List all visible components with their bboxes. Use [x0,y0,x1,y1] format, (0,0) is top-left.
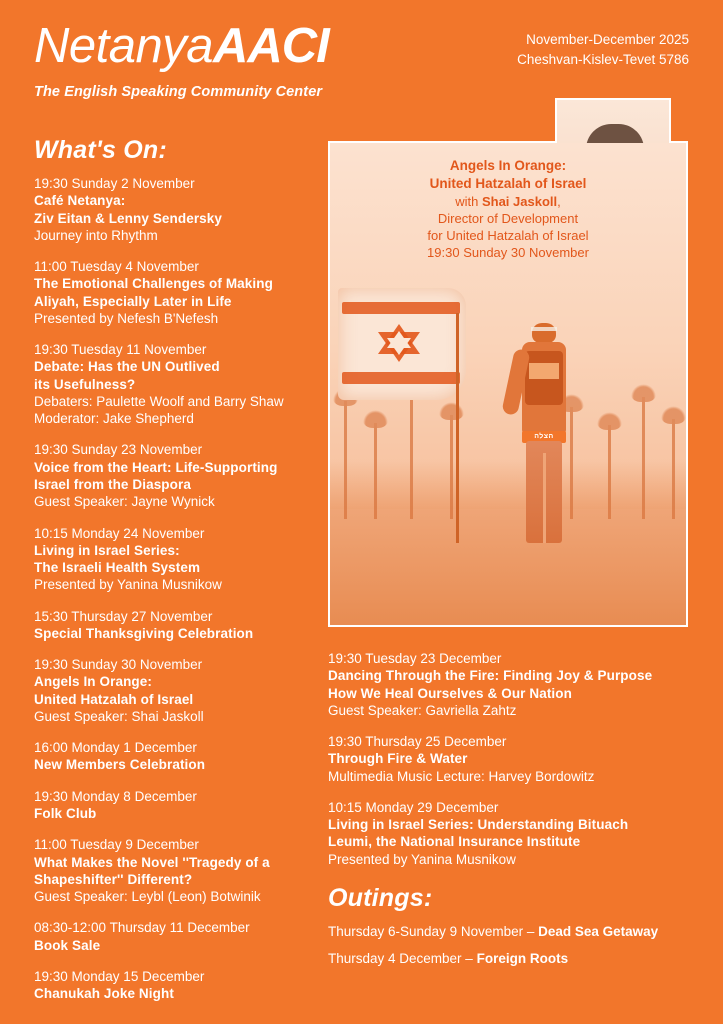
issue-dates [517,22,689,69]
star-cutout [387,338,411,355]
poster-comma: , [557,193,561,209]
event-entry [34,258,326,327]
israeli-flag-icon [338,288,466,400]
event-entry [34,919,326,954]
poster-line-6: 19:30 Sunday 30 November [427,245,589,261]
brand-netanya: Netanya [34,19,214,73]
event-title: The Israeli Health System [34,560,201,576]
event-note: Presented by Yanina Musnikow [328,851,516,867]
event-entry [34,836,326,905]
event-time: 16:00 Monday 1 December [34,740,197,756]
event-note: Guest Speaker: Shai Jaskoll [34,708,204,724]
event-entry [34,608,326,643]
outings-list [328,923,688,968]
brand [34,19,329,100]
outing-dates: Thursday 6-Sunday 9 November – [328,923,539,939]
event-title: United Hatzalah of Israel [34,691,194,707]
event-title: What Makes the Novel ''Tragedy of a [34,854,270,870]
figure-helmet [531,327,557,331]
event-note: Guest Speaker: Leybl (Leon) Botwinik [34,889,261,905]
palm-tree-icon [642,397,645,519]
figure-backpack [529,363,559,379]
event-title: Debate: Has the UN Outlived [34,359,220,375]
brand-tagline: The English Speaking Community Center [34,84,323,100]
poster-line-5: for United Hatzalah of Israel [427,227,589,243]
outings-heading: Outings: [328,883,433,912]
date-hebrew: Cheshvan-Kislev-Tevet 5786 [517,51,689,67]
event-entry [328,799,688,868]
event-time: 11:00 Tuesday 4 November [34,259,199,275]
event-note: Moderator: Jake Shepherd [34,411,194,427]
figure-leg-gap [543,453,546,543]
brand-title [34,19,329,73]
palm-tree-icon [672,419,675,519]
event-title: Leumi, the National Insurance Institute [328,834,581,850]
event-title: Special Thanksgiving Celebration [34,625,254,641]
event-title: How We Heal Ourselves & Our Nation [328,685,572,701]
poster-line-1: Angels In Orange: [449,158,567,173]
flag-stripe [342,372,460,384]
event-time: 15:30 Thursday 27 November [34,608,213,624]
event-title: Aliyah, Especially Later in Life [34,293,232,309]
poster-line-4: Director of Development [437,210,579,226]
event-title: Dancing Through the Fire: Finding Joy & Purpose [328,668,653,684]
event-entry [34,341,326,427]
event-title: Voice from the Heart: Life-Supporting [34,459,278,475]
event-title: Ziv Eitan & Lenny Sendersky [34,210,223,226]
event-poster [328,141,688,627]
event-time: 10:15 Monday 24 November [34,525,205,541]
outing-entry [328,923,688,941]
event-time: 19:30 Sunday 23 November [34,442,203,458]
event-time: 19:30 Monday 15 December [34,968,205,984]
event-note: Presented by Yanina Musnikow [34,577,222,593]
event-title: its Usefulness? [34,376,136,392]
vest-hebrew-text: הצלה [534,433,554,441]
event-title: Israel from the Diaspora [34,476,191,492]
event-entry [34,525,326,594]
outing-name: Foreign Roots [476,951,569,967]
events-list-left [34,175,326,1002]
whats-on-column [34,136,326,1016]
event-entry [328,733,688,785]
event-title: New Members Celebration [34,757,206,773]
event-time: 10:15 Monday 29 December [328,799,499,815]
event-entry [34,656,326,725]
figure-head [532,323,556,343]
right-column [328,650,688,968]
header [34,19,689,100]
event-time: 11:00 Tuesday 9 December [34,837,199,853]
event-time: 19:30 Monday 8 December [34,788,197,804]
event-note: Guest Speaker: Jayne Wynick [34,494,215,510]
event-title: Through Fire & Water [328,751,468,767]
brand-aaci: AACI [213,19,329,73]
event-note: Journey into Rhythm [34,227,158,243]
event-title: Chanukah Joke Night [34,986,174,1002]
event-note: Presented by Nefesh B'Nefesh [34,310,219,326]
palm-tree-icon [450,415,453,519]
event-time: 19:30 Tuesday 23 December [328,651,502,666]
event-entry [34,441,326,510]
event-entry [34,968,326,1003]
poster-line-2: United Hatzalah of Israel [429,175,587,191]
palm-tree-icon [410,393,413,519]
palm-tree-icon [374,423,377,519]
event-time: 19:30 Sunday 30 November [34,657,203,673]
outing-dates: Thursday 4 December – [328,951,477,967]
event-entry [34,175,326,244]
event-note: Multimedia Music Lecture: Harvey Bordowitz [328,768,595,784]
event-title: Living in Israel Series: Understanding Bituach [328,817,629,833]
event-time: 19:30 Sunday 2 November [34,176,195,191]
event-title: The Emotional Challenges of Making [34,276,273,292]
event-time: 08:30-12:00 Thursday 11 December [34,920,250,936]
event-entry [328,650,688,719]
event-title: Angels In Orange: [34,674,152,690]
event-title: Living in Israel Series: [34,542,180,558]
outing-name: Dead Sea Getaway [538,923,659,939]
event-time: 19:30 Tuesday 11 November [34,342,207,358]
events-list-right [328,650,688,868]
star-of-david-icon [378,322,420,364]
palm-tree-icon [344,401,347,519]
flag-pole [456,313,459,543]
poster-line-3 [340,193,676,210]
event-title: Folk Club [34,805,97,821]
whats-on-heading: What's On: [34,136,167,164]
outing-entry [328,950,688,968]
event-entry [34,788,326,823]
event-note: Guest Speaker: Gavriella Zahtz [328,702,517,718]
outings-section [328,884,688,968]
event-time: 19:30 Thursday 25 December [328,734,507,750]
event-entry [34,739,326,774]
event-title: Book Sale [34,937,101,953]
volunteer-figure [500,323,588,543]
flag-stripe [342,302,460,314]
date-gregorian: November-December 2025 [526,32,689,47]
event-note: Debaters: Paulette Woolf and Barry Shaw [34,393,284,409]
event-title: Café Netanya: [34,193,126,209]
palm-tree-icon [608,425,611,519]
event-title: Shapeshifter'' Different? [34,871,193,887]
poster-speaker-name: Shai Jaskoll [481,193,558,209]
poster-text-block [330,143,686,261]
poster-with-label: with [455,193,482,209]
